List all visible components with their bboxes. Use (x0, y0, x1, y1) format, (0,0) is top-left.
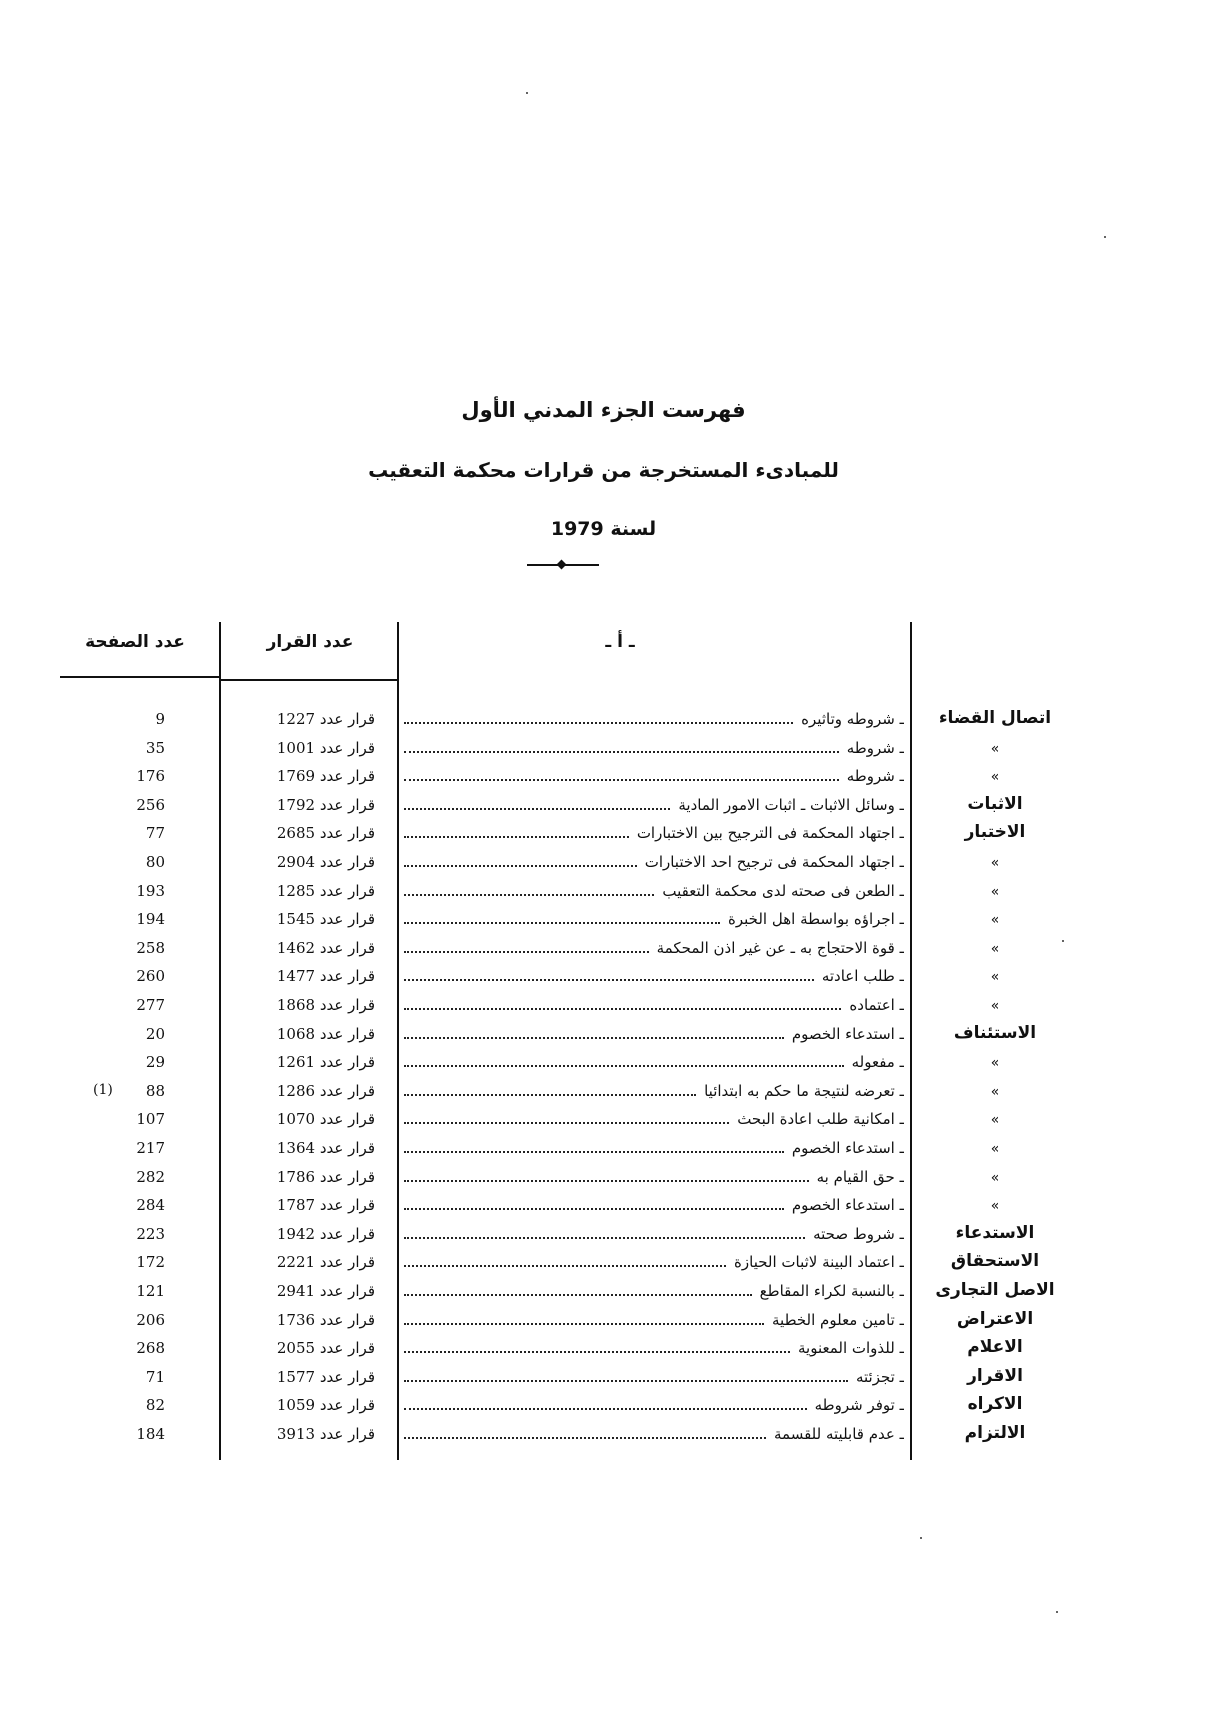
ditto-mark: » (990, 1141, 1000, 1157)
page-number: 184 (136, 1425, 165, 1443)
page-number: 88 (145, 1081, 165, 1100)
principle-text: ـ حق القيام به (816, 1167, 904, 1186)
decision-ref (240, 1368, 375, 1386)
principle-text: ـ اعتماد البينة لاثبات الحيازة (734, 1253, 904, 1272)
decision-ref (240, 1253, 375, 1271)
decision-prefix: قرار عدد (319, 1253, 375, 1272)
decision-ref (240, 796, 375, 814)
principle-text: ـ تجزئته (855, 1367, 904, 1386)
decision-number: 1477 (276, 967, 316, 986)
principle-description (404, 910, 904, 928)
decision-ref (240, 1225, 375, 1243)
dot-leader (404, 1093, 696, 1096)
decision-ref (240, 853, 375, 871)
page-number: 35 (145, 738, 165, 757)
subject-heading: اتصال القضاء (938, 708, 1052, 728)
table-row (0, 763, 1207, 791)
header-underline-decision (221, 679, 397, 681)
decision-prefix: قرار عدد (319, 881, 375, 900)
decision-ref (240, 824, 375, 842)
table-row (0, 906, 1207, 934)
dot-leader (404, 750, 839, 753)
footnote-marker: (1) (93, 1081, 113, 1098)
dot-leader (404, 1407, 807, 1410)
principle-description (404, 1425, 904, 1443)
subject-heading: الاصل التجارى (935, 1280, 1055, 1300)
principle-text: ـ اجتهاد المحكمة فى ترجيح احد الاختبارات (644, 853, 904, 871)
decision-prefix: قرار عدد (319, 738, 375, 757)
decision-prefix: قرار عدد (319, 853, 375, 871)
decision-prefix: قرار عدد (319, 1110, 375, 1129)
decision-prefix: قرار عدد (319, 824, 375, 843)
decision-number: 3913 (276, 1425, 316, 1443)
dot-leader (404, 978, 814, 981)
dot-leader (404, 1207, 784, 1210)
page-number: 71 (145, 1367, 165, 1386)
decision-prefix: قرار عدد (319, 1425, 375, 1443)
dot-leader (404, 1150, 784, 1153)
column-header-page: عدد الصفحة (85, 632, 185, 652)
decision-number: 1736 (276, 1310, 316, 1329)
principle-description (404, 967, 904, 985)
principle-description (404, 939, 904, 957)
decision-prefix: قرار عدد (319, 996, 375, 1014)
principle-description (404, 767, 904, 785)
decision-ref (240, 1139, 375, 1157)
ditto-mark: » (990, 940, 1000, 957)
decision-ref (240, 1053, 375, 1071)
page-number: 80 (145, 853, 165, 871)
principle-text: ـ بالنسبة لكراء المقاطع (759, 1282, 904, 1300)
decision-number: 1261 (276, 1053, 316, 1072)
principle-description (404, 882, 904, 900)
page-number: 258 (136, 938, 165, 957)
decision-ref (240, 1168, 375, 1186)
ditto-mark: » (990, 1198, 1000, 1215)
index-title: فهرست الجزء المدني الأول (461, 398, 746, 422)
principle-description (404, 1139, 904, 1157)
ditto-mark: » (990, 1083, 1000, 1100)
table-row (0, 992, 1207, 1020)
ditto-mark: » (990, 969, 1000, 986)
decision-ref (240, 1196, 375, 1214)
ditto-mark: » (990, 912, 1000, 929)
dot-leader (404, 1379, 848, 1382)
principle-description (404, 996, 904, 1014)
page-number: 107 (136, 1110, 165, 1129)
principle-text: ـ استدعاء الخصوم (791, 1024, 904, 1043)
principle-description (404, 853, 904, 871)
table-row (0, 849, 1207, 877)
column-header-decision: عدد القرار (266, 632, 354, 652)
dot-leader (404, 721, 793, 724)
decision-prefix: قرار عدد (319, 1167, 375, 1186)
decision-prefix: قرار عدد (319, 710, 375, 728)
page-number: 172 (136, 1253, 165, 1272)
page-number: 20 (145, 1024, 165, 1043)
decision-number: 1577 (276, 1367, 316, 1386)
dot-leader (404, 950, 649, 953)
principle-text: ـ الطعن فى صحته لدى محكمة التعقيب (662, 881, 904, 900)
principle-text: ـ شروطه (846, 767, 904, 786)
table-row (0, 963, 1207, 991)
page-number: 82 (145, 1396, 165, 1415)
table-row (0, 1078, 1207, 1106)
decision-prefix: قرار عدد (319, 1053, 375, 1072)
principle-description (404, 1110, 904, 1128)
dot-leader (404, 1264, 726, 1267)
decision-ref (240, 910, 375, 928)
ornamental-divider (527, 564, 599, 566)
decision-prefix: قرار عدد (319, 1367, 375, 1386)
dot-leader (404, 1236, 805, 1239)
decision-number: 1070 (276, 1110, 316, 1129)
decision-number: 2685 (276, 824, 316, 843)
table-row (0, 1278, 1207, 1306)
subject-heading: الالتزام (964, 1423, 1026, 1443)
principle-text: ـ طلب اعادته (821, 967, 904, 986)
decision-prefix: قرار عدد (319, 767, 375, 786)
dot-leader (404, 1436, 766, 1439)
decision-number: 1787 (276, 1196, 316, 1215)
page-number: 193 (136, 881, 165, 900)
principle-description (404, 1082, 904, 1100)
dot-leader (404, 1064, 844, 1067)
decision-prefix: قرار عدد (319, 938, 375, 957)
decision-number: 1227 (276, 710, 316, 728)
scan-speck (1104, 236, 1106, 238)
table-row (0, 1221, 1207, 1249)
scan-speck (920, 1537, 922, 1539)
decision-ref (240, 1025, 375, 1043)
principle-description (404, 710, 904, 728)
dot-leader (404, 807, 670, 810)
decision-prefix: قرار عدد (319, 1396, 375, 1415)
decision-ref (240, 710, 375, 728)
dot-leader (404, 1007, 841, 1010)
principle-description (404, 796, 904, 814)
principle-description (404, 1311, 904, 1329)
page-number: 9 (155, 710, 165, 728)
dot-leader (404, 893, 654, 896)
decision-ref (240, 939, 375, 957)
ditto-mark: » (990, 740, 1000, 757)
table-row (0, 935, 1207, 963)
decision-number: 1364 (276, 1139, 316, 1157)
principle-description (404, 1053, 904, 1071)
decision-prefix: قرار عدد (319, 1196, 375, 1215)
principle-description (404, 1253, 904, 1271)
principle-text: ـ اجراؤه بواسطة اهل الخبرة (728, 910, 904, 929)
decision-ref (240, 967, 375, 985)
decision-number: 1792 (276, 795, 316, 814)
decision-prefix: قرار عدد (319, 1282, 375, 1300)
dot-leader (404, 1121, 729, 1124)
decision-prefix: قرار عدد (319, 967, 375, 986)
principle-text: ـ اجتهاد المحكمة فى الترجيح بين الاختبارات (636, 824, 904, 843)
page-number: 29 (145, 1053, 165, 1072)
dot-leader (404, 835, 629, 838)
principle-text: ـ شروطه وتاثيره (801, 710, 904, 728)
subject-heading: الاعلام (967, 1337, 1023, 1358)
subject-heading: الاكراه (967, 1394, 1023, 1415)
principle-description (404, 1282, 904, 1300)
principle-text: ـ تامين معلوم الخطية (772, 1310, 904, 1329)
scan-speck (1062, 940, 1064, 942)
page-number: 223 (136, 1224, 165, 1243)
section-letter: ـ أ ـ (605, 632, 635, 652)
decision-ref (240, 1311, 375, 1329)
decision-number: 2055 (276, 1339, 316, 1358)
ditto-mark: » (990, 1112, 1000, 1129)
dot-leader (404, 921, 720, 924)
page-number: 121 (136, 1282, 165, 1300)
table-row (0, 1021, 1207, 1049)
subject-heading: الاقرار (967, 1365, 1023, 1386)
page-number: 268 (136, 1339, 165, 1358)
table-row (0, 820, 1207, 848)
index-subtitle: للمبادىء المستخرجة من قرارات محكمة التعقيب (368, 458, 839, 482)
table-row (0, 1392, 1207, 1420)
dot-leader (404, 864, 637, 867)
page-number: 260 (136, 967, 165, 986)
subject-heading: الاثبات (967, 793, 1023, 814)
decision-prefix: قرار عدد (319, 910, 375, 929)
page-number: 77 (145, 824, 165, 843)
principle-text: ـ اعتماده (849, 996, 904, 1014)
dot-leader (404, 1322, 764, 1325)
ditto-mark: » (990, 883, 1000, 900)
principle-text: ـ قوة الاحتجاج به ـ عن غير اذن المحكمة (656, 938, 904, 957)
decision-ref (240, 1339, 375, 1357)
principle-text: ـ امكانية طلب اعادة البحث (737, 1110, 904, 1129)
dot-leader (404, 1350, 790, 1353)
table-row (0, 1192, 1207, 1220)
decision-prefix: قرار عدد (319, 1081, 375, 1100)
diamond-ornament-icon (557, 560, 567, 570)
decision-ref (240, 767, 375, 785)
decision-ref (240, 1425, 375, 1443)
principle-text: ـ عدم قابليته للقسمة (773, 1425, 904, 1443)
page-number: 277 (136, 996, 165, 1014)
table-row (0, 1307, 1207, 1335)
decision-ref (240, 996, 375, 1014)
ditto-mark: » (990, 998, 1000, 1014)
principle-text: ـ توفر شروطه (814, 1396, 904, 1415)
page-number: 256 (136, 795, 165, 814)
decision-prefix: قرار عدد (319, 1024, 375, 1043)
table-row (0, 1335, 1207, 1363)
decision-number: 1769 (276, 767, 316, 786)
decision-ref (240, 1396, 375, 1414)
principle-text: ـ للذوات المعنوية (797, 1339, 904, 1358)
table-row (0, 1049, 1207, 1077)
decision-ref (240, 739, 375, 757)
decision-number: 1059 (276, 1396, 316, 1415)
table-row (0, 735, 1207, 763)
decision-prefix: قرار عدد (319, 1339, 375, 1358)
principle-description (404, 1196, 904, 1214)
table-row (0, 1249, 1207, 1277)
subject-heading: الاعتراض (956, 1308, 1034, 1329)
page-number: 282 (136, 1167, 165, 1186)
principle-text: ـ تعرضه لنتيجة ما حكم به ابتدائيا (704, 1081, 904, 1100)
table-row (0, 1135, 1207, 1163)
principle-description (404, 1225, 904, 1243)
decision-number: 1285 (276, 881, 316, 900)
principle-text: ـ استدعاء الخصوم (791, 1196, 904, 1215)
page-number: 194 (136, 910, 165, 929)
principle-description (404, 739, 904, 757)
ditto-mark: » (990, 1169, 1000, 1186)
subject-heading: الاختبار (964, 822, 1026, 843)
decision-number: 1068 (276, 1024, 316, 1043)
header-underline-page (60, 676, 219, 678)
decision-number: 2904 (276, 853, 316, 871)
subject-heading: الاستئناف (953, 1022, 1037, 1043)
dot-leader (404, 1179, 809, 1182)
ditto-mark: » (990, 855, 1000, 871)
page-number: 206 (136, 1310, 165, 1329)
principle-description (404, 1339, 904, 1357)
table-row (0, 878, 1207, 906)
decision-prefix: قرار عدد (319, 1310, 375, 1329)
dot-leader (404, 1036, 784, 1039)
principle-description (404, 1168, 904, 1186)
decision-number: 1545 (276, 910, 316, 929)
subject-heading: الاستدعاء (955, 1222, 1035, 1243)
dot-leader (404, 778, 839, 781)
principle-text: ـ مفعوله (851, 1053, 904, 1072)
principle-description (404, 824, 904, 842)
subject-heading: الاستحقاق (950, 1251, 1040, 1272)
decision-number: 1286 (276, 1081, 316, 1100)
decision-prefix: قرار عدد (319, 1224, 375, 1243)
principle-text: ـ استدعاء الخصوم (791, 1139, 904, 1157)
decision-number: 1462 (276, 938, 316, 957)
ditto-mark: » (990, 1055, 1000, 1072)
table-row (0, 1364, 1207, 1392)
principle-text: ـ وسائل الاثبات ـ اثبات الامور المادية (678, 795, 904, 814)
decision-number: 1001 (276, 738, 316, 757)
decision-ref (240, 882, 375, 900)
decision-number: 1942 (276, 1224, 316, 1243)
table-row (0, 1106, 1207, 1134)
decision-number: 2221 (276, 1253, 316, 1272)
decision-number: 1786 (276, 1167, 316, 1186)
table-row (0, 706, 1207, 734)
principle-text: ـ شروط صحته (813, 1224, 904, 1243)
decision-prefix: قرار عدد (319, 795, 375, 814)
page-number: 217 (136, 1139, 165, 1157)
principle-text: ـ شروطه (846, 738, 904, 757)
principle-description (404, 1396, 904, 1414)
principle-description (404, 1025, 904, 1043)
decision-number: 1868 (276, 996, 316, 1014)
page-number: 284 (136, 1196, 165, 1215)
scan-speck (1056, 1611, 1058, 1613)
ditto-mark: » (990, 769, 1000, 786)
dot-leader (404, 1293, 752, 1296)
index-year: لسنة 1979 (550, 518, 657, 540)
decision-prefix: قرار عدد (319, 1139, 375, 1157)
decision-ref (240, 1110, 375, 1128)
principle-description (404, 1368, 904, 1386)
table-row (0, 1164, 1207, 1192)
decision-ref (240, 1282, 375, 1300)
table-row (0, 792, 1207, 820)
decision-ref (240, 1082, 375, 1100)
decision-number: 2941 (276, 1282, 316, 1300)
page-number: 176 (136, 767, 165, 786)
table-row (0, 1421, 1207, 1449)
scan-speck (526, 92, 528, 94)
